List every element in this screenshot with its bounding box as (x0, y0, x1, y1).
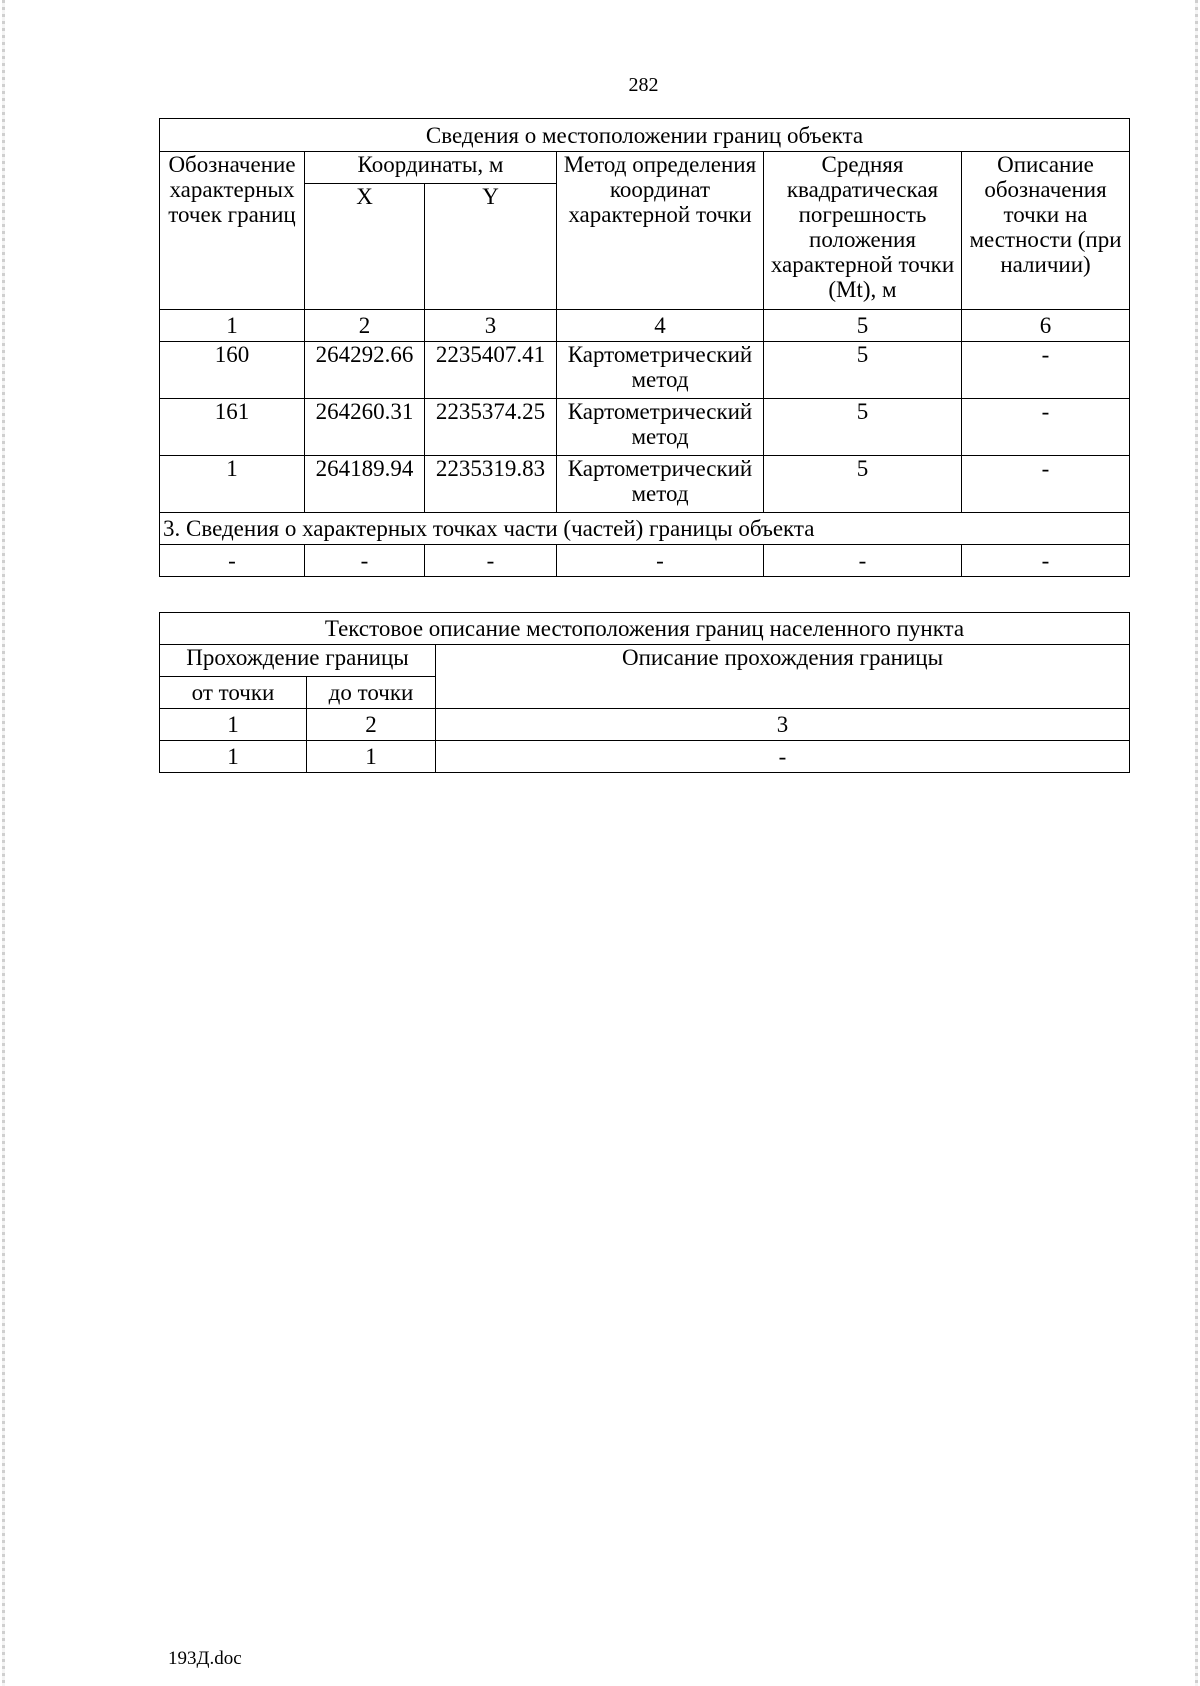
cell-description: - (962, 456, 1130, 513)
column-number: 1 (160, 310, 305, 342)
header-from-point: от точки (160, 677, 307, 709)
cell-empty: - (764, 545, 962, 577)
column-number: 3 (425, 310, 557, 342)
cell-point: 1 (160, 456, 305, 513)
table-row (160, 545, 1130, 577)
table-row (160, 456, 1130, 513)
page-number: 282 (628, 74, 659, 96)
cell-description: - (962, 399, 1130, 456)
scan-edge-right (1195, 0, 1198, 1686)
column-number: 2 (307, 709, 436, 741)
cell-y: 2235374.25 (425, 399, 557, 456)
header-error: Средняя квадратическая погрешность положения характерной точки (Mt), м (764, 152, 962, 310)
cell-empty: - (962, 545, 1130, 577)
cell-from: 1 (160, 741, 307, 773)
coords-table-title: Сведения о местоположении границ объекта (160, 119, 1130, 152)
header-description: Описание обозначения точки на местности (при наличии) (962, 152, 1130, 310)
cell-method: Картометрический метод (557, 399, 764, 456)
table-row (160, 741, 1130, 773)
scan-edge-left (2, 0, 5, 1686)
table-row (160, 399, 1130, 456)
cell-method: Картометрический метод (557, 342, 764, 399)
column-number: 6 (962, 310, 1130, 342)
column-number: 2 (305, 310, 425, 342)
cell-empty: - (305, 545, 425, 577)
cell-error: 5 (764, 456, 962, 513)
cell-error: 5 (764, 342, 962, 399)
cell-y: 2235319.83 (425, 456, 557, 513)
cell-point: 161 (160, 399, 305, 456)
cell-x: 264260.31 (305, 399, 425, 456)
column-number: 1 (160, 709, 307, 741)
cell-to: 1 (307, 741, 436, 773)
footer-file-name: 193Д.doc (168, 1648, 242, 1669)
header-method: Метод определения координат характерной точки (557, 152, 764, 310)
boundary-text-description-table (159, 612, 1130, 773)
boundary-coordinates-table (159, 118, 1130, 577)
column-number: 3 (436, 709, 1130, 741)
cell-empty: - (160, 545, 305, 577)
table-row (160, 342, 1130, 399)
header-passage-description: Описание прохождения границы (436, 645, 1130, 709)
header-passage: Прохождение границы (160, 645, 436, 677)
header-to-point: до точки (307, 677, 436, 709)
column-number: 4 (557, 310, 764, 342)
header-coordinates: Координаты, м (305, 152, 557, 184)
cell-y: 2235407.41 (425, 342, 557, 399)
cell-x: 264189.94 (305, 456, 425, 513)
header-designation: Обозначение характерных точек границ (160, 152, 305, 310)
cell-empty: - (425, 545, 557, 577)
cell-passage-description: - (436, 741, 1130, 773)
header-x: X (305, 184, 425, 310)
header-y: Y (425, 184, 557, 310)
cell-method: Картометрический метод (557, 456, 764, 513)
cell-x: 264292.66 (305, 342, 425, 399)
column-number: 5 (764, 310, 962, 342)
text-table-title: Текстовое описание местоположения границ населенного пункта (160, 613, 1130, 645)
cell-point: 160 (160, 342, 305, 399)
cell-description: - (962, 342, 1130, 399)
cell-empty: - (557, 545, 764, 577)
cell-error: 5 (764, 399, 962, 456)
section-3-title: 3. Сведения о характерных точках части (частей) границы объекта (160, 513, 1130, 545)
